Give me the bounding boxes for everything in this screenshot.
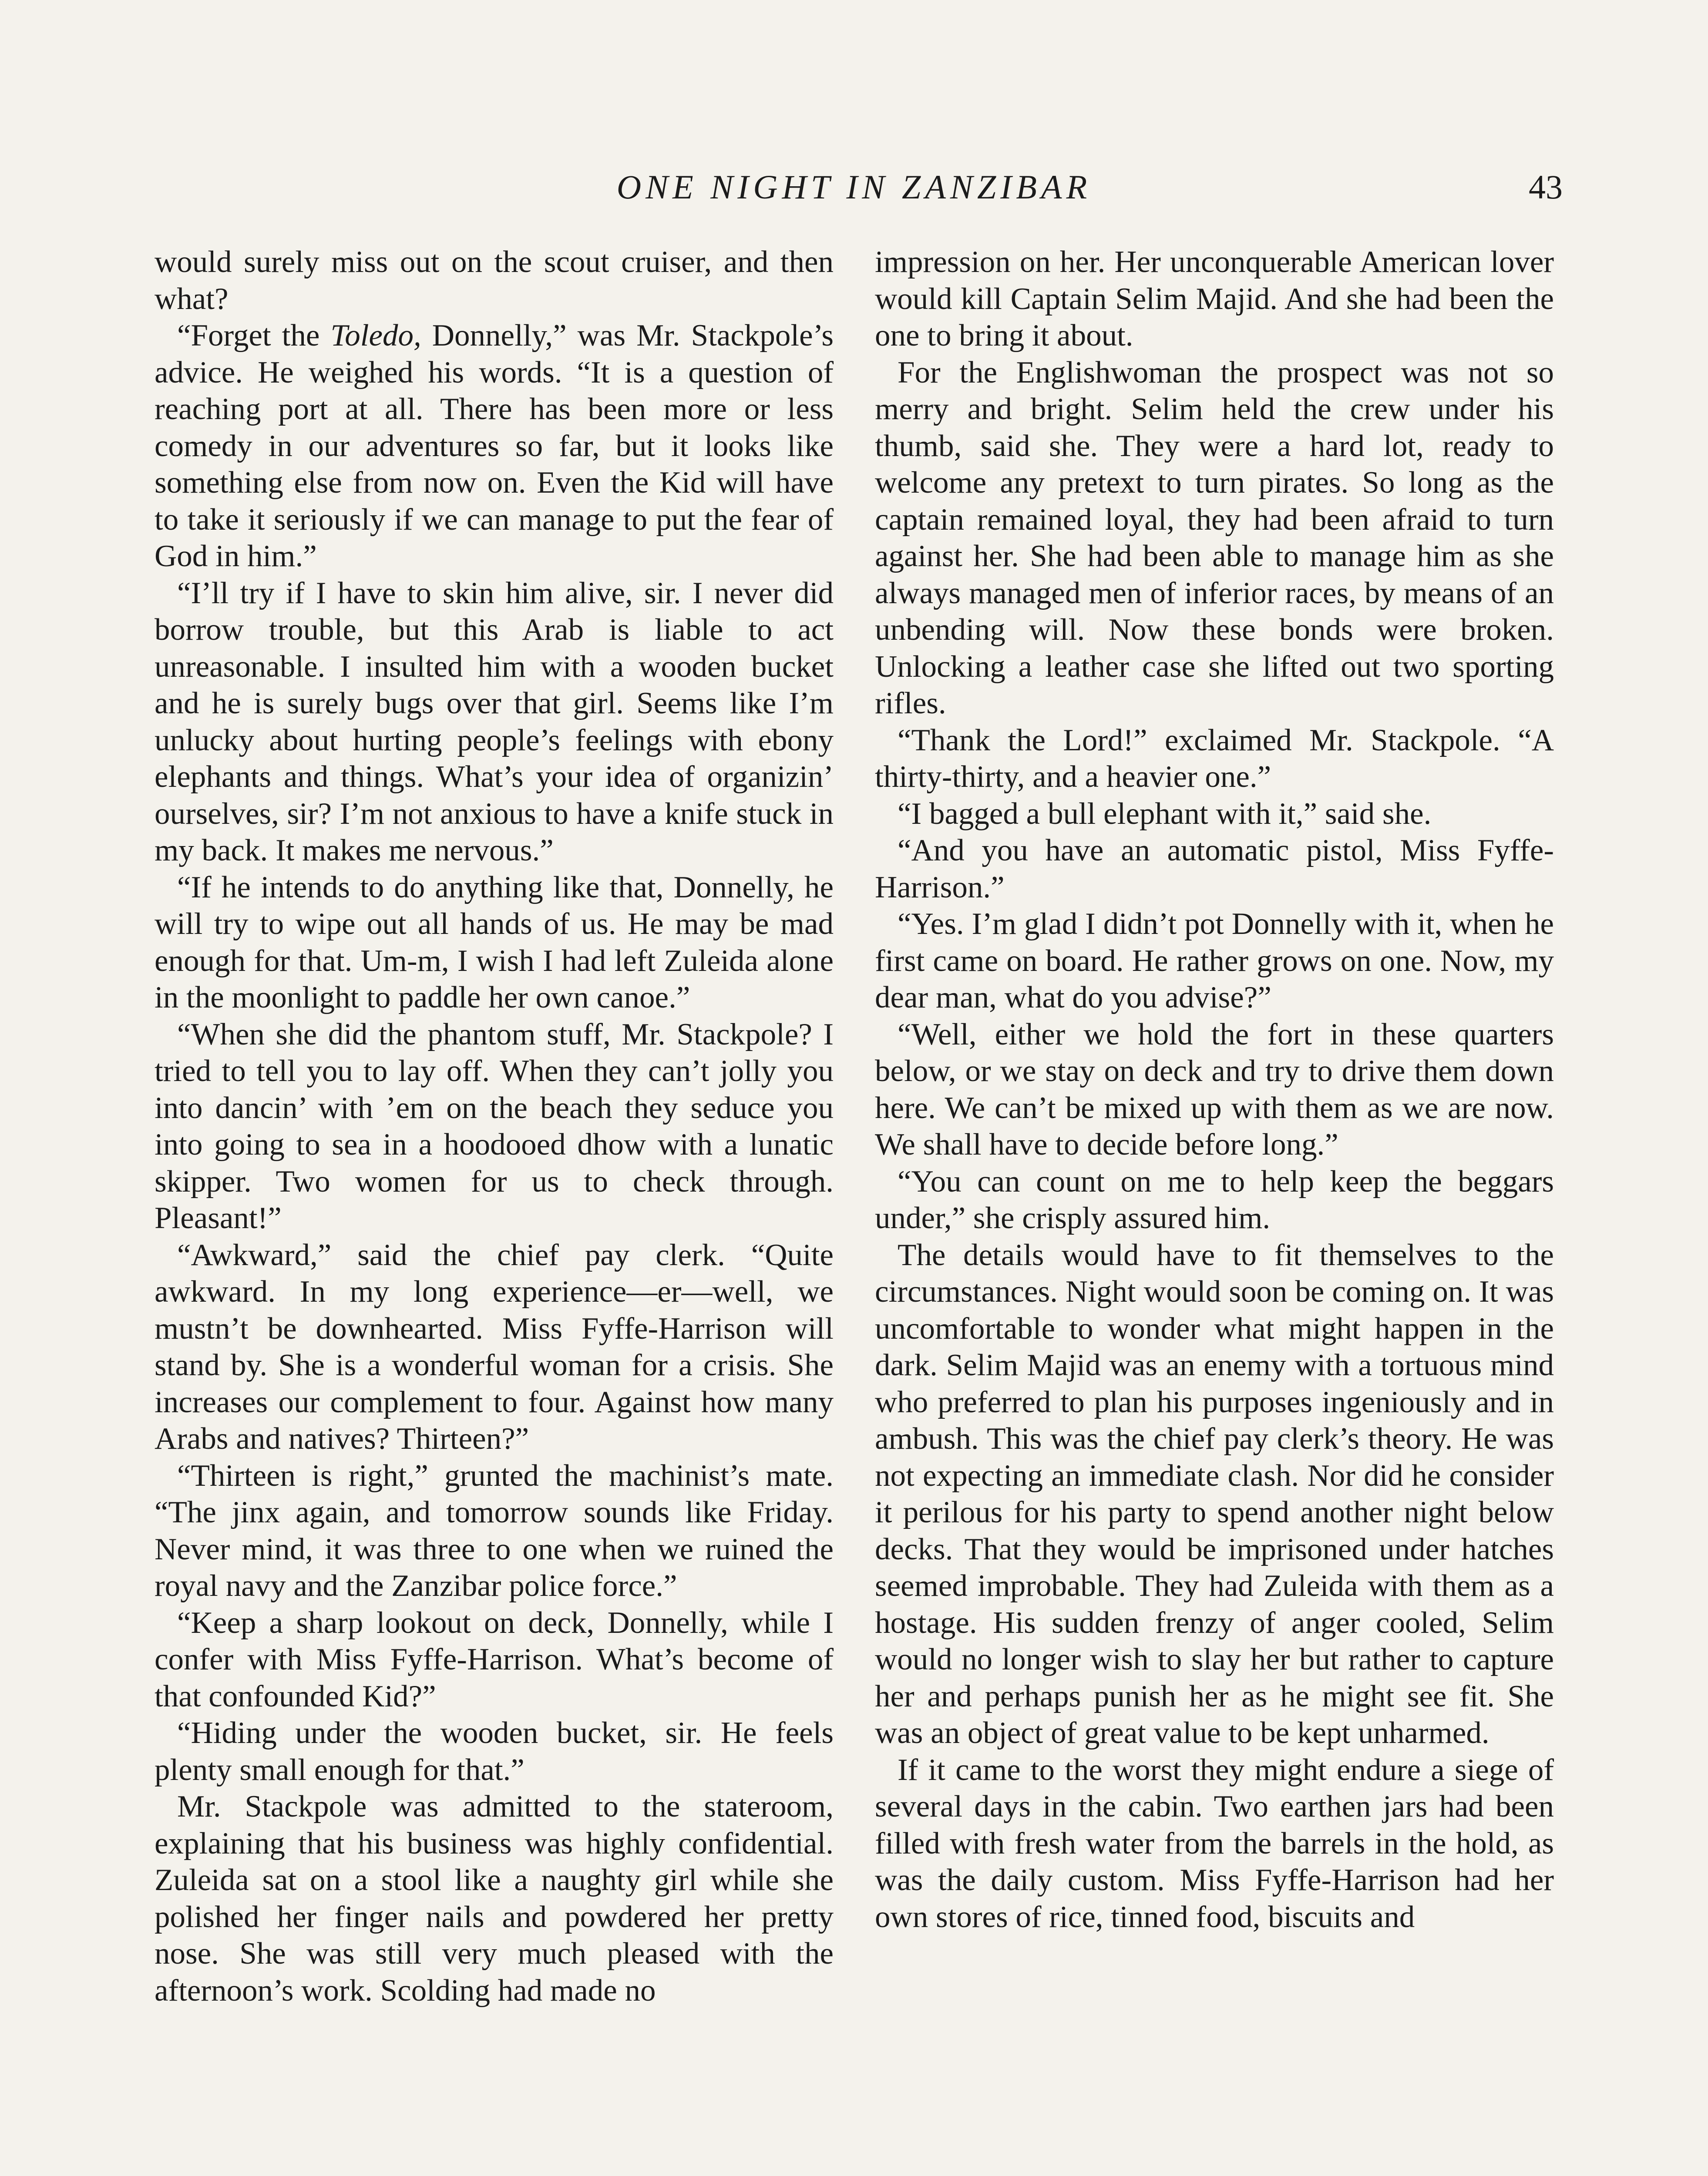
running-head [0,168,1708,220]
paragraph: “I bagged a bull elephant with it,” said she. [898,796,1432,831]
paragraph: impression on her. Her unconquerable American lover would kill Captain Selim Majid. And she had been the one to bring it about. [875,245,1554,353]
paragraph: The details would have to fit themselves to the circumstances. Night would soon be coming on. It was uncomfortable to wonder what might happen in the dark. Selim Majid was an enemy with a tortuous mind who preferred to plan his purposes ingeniously and in ambush. This was the chief pay clerk’s theory. He was not expecting an immediate clash. Nor did he consider it perilous for his party to spend another night below decks. That they would be imprisoned under hatches seemed improbable. They had Zuleida with them as a hostage. His sudden frenzy of anger cooled, Selim would no longer wish to slay her but rather to capture her and perhaps punish her as he might see fit. She was an object of great value to be kept unharmed. [875,1238,1554,1750]
paragraph: “Thirteen is right,” grunted the machinist’s mate. “The jinx again, and tomorrow sounds like Friday. Never mind, it was three to one when we ruined the royal navy and the Zanzibar police force.” [155,1458,834,1603]
ship-name: Toledo, [330,319,421,353]
left-column [155,244,834,2176]
paragraph: “I’ll try if I have to skin him alive, sir. I never did borrow trouble, but this Arab is liable to act unreasonable. I insulted him with a wooden bucket and he is surely bugs over that girl. Seems like I’m unlucky about hurting people’s feelings with ebony elephants and things. What’s your idea of organizin’ ourselves, sir? I’m not anxious to have a knife stuck in my back. It makes me nervous.” [155,576,834,867]
paragraph-text: Donnelly,” was Mr. Stackpole’s advice. He weighed his words. “It is a question of reaching port at all. There has been more or less comedy in our adventures so far, but it looks like something else from now on. Even the Kid will have to take it seriously if we can manage to put the fear of God in him.” [155,319,834,573]
paragraph [155,317,834,575]
paragraph: “Awkward,” said the chief pay clerk. “Quite awkward. In my long experience—er—well, we mustn’t be downhearted. Miss Fyffe-Harrison will stand by. She is a wonderful woman for a crisis. She increases our complement to four. Against how many Arabs and natives? Thirteen?” [155,1238,834,1456]
paragraph: “When she did the phantom stuff, Mr. Stackpole? I tried to tell you to lay off. When they can’t jolly you into dancin’ with ’em on the beach they seduce you into going to sea in a hoodooed dhow with a lunatic skipper. Two women for us to check through. Pleasant!” [155,1017,834,1235]
page-title: ONE NIGHT IN ZANZIBAR [616,168,1092,206]
paragraph: Mr. Stackpole was admitted to the stateroom, explaining that his business was highly confidential. Zuleida sat on a stool like a naughty girl while she polished her finger nails and powdered her pretty nose. She was still very much pleased with the afternoon’s work. Scolding had made no [155,1790,834,2008]
paragraph: “Yes. I’m glad I didn’t pot Donnelly with it, when he first came on board. He rather grows on one. Now, my dear man, what do you advise?” [875,907,1554,1014]
paragraph-text: “Forget the [177,319,331,353]
paragraph: “Hiding under the wooden bucket, sir. He feels plenty small enough for that.” [155,1716,834,1787]
paragraph: “And you have an automatic pistol, Miss Fyffe-Harrison.” [875,833,1554,904]
page-number: 43 [1529,168,1563,206]
paragraph: “Keep a sharp lookout on deck, Donnelly, while I confer with Miss Fyffe-Harrison. What’s become of that confounded Kid?” [155,1605,834,1713]
paragraph: “Thank the Lord!” exclaimed Mr. Stackpole. “A thirty-thirty, and a heavier one.” [875,723,1554,794]
right-column [875,244,1554,2176]
paragraph: would surely miss out on the scout cruiser, and then what? [155,245,834,316]
paragraph: “Well, either we hold the fort in these quarters below, or we stay on deck and try to drive them down here. We can’t be mixed up with them as we are now. We shall have to decide before long.” [875,1017,1554,1162]
paragraph: “You can count on me to help keep the beggars under,” she crisply assured him. [875,1164,1554,1235]
paragraph: “If he intends to do anything like that, Donnelly, he will try to wipe out all hands of us. He may be mad enough for that. Um-m, I wish I had left Zuleida alone in the moonlight to paddle her own canoe.” [155,870,834,1014]
paragraph: For the Englishwoman the prospect was not so merry and bright. Selim held the crew under his thumb, said she. They were a hard lot, ready to welcome any pretext to turn pirates. So long as the captain remained loyal, they had been afraid to turn against her. She had been able to manage him as she always managed men of inferior races, by means of an unbending will. Now these bonds were broken. Unlocking a leather case she lifted out two sporting rifles. [875,355,1554,720]
paragraph: If it came to the worst they might endure a siege of several days in the cabin. Two earthen jars had been filled with fresh water from the barrels in the hold, as was the daily custom. Miss Fyffe-Harrison had her own stores of rice, tinned food, biscuits and [875,1753,1554,1934]
